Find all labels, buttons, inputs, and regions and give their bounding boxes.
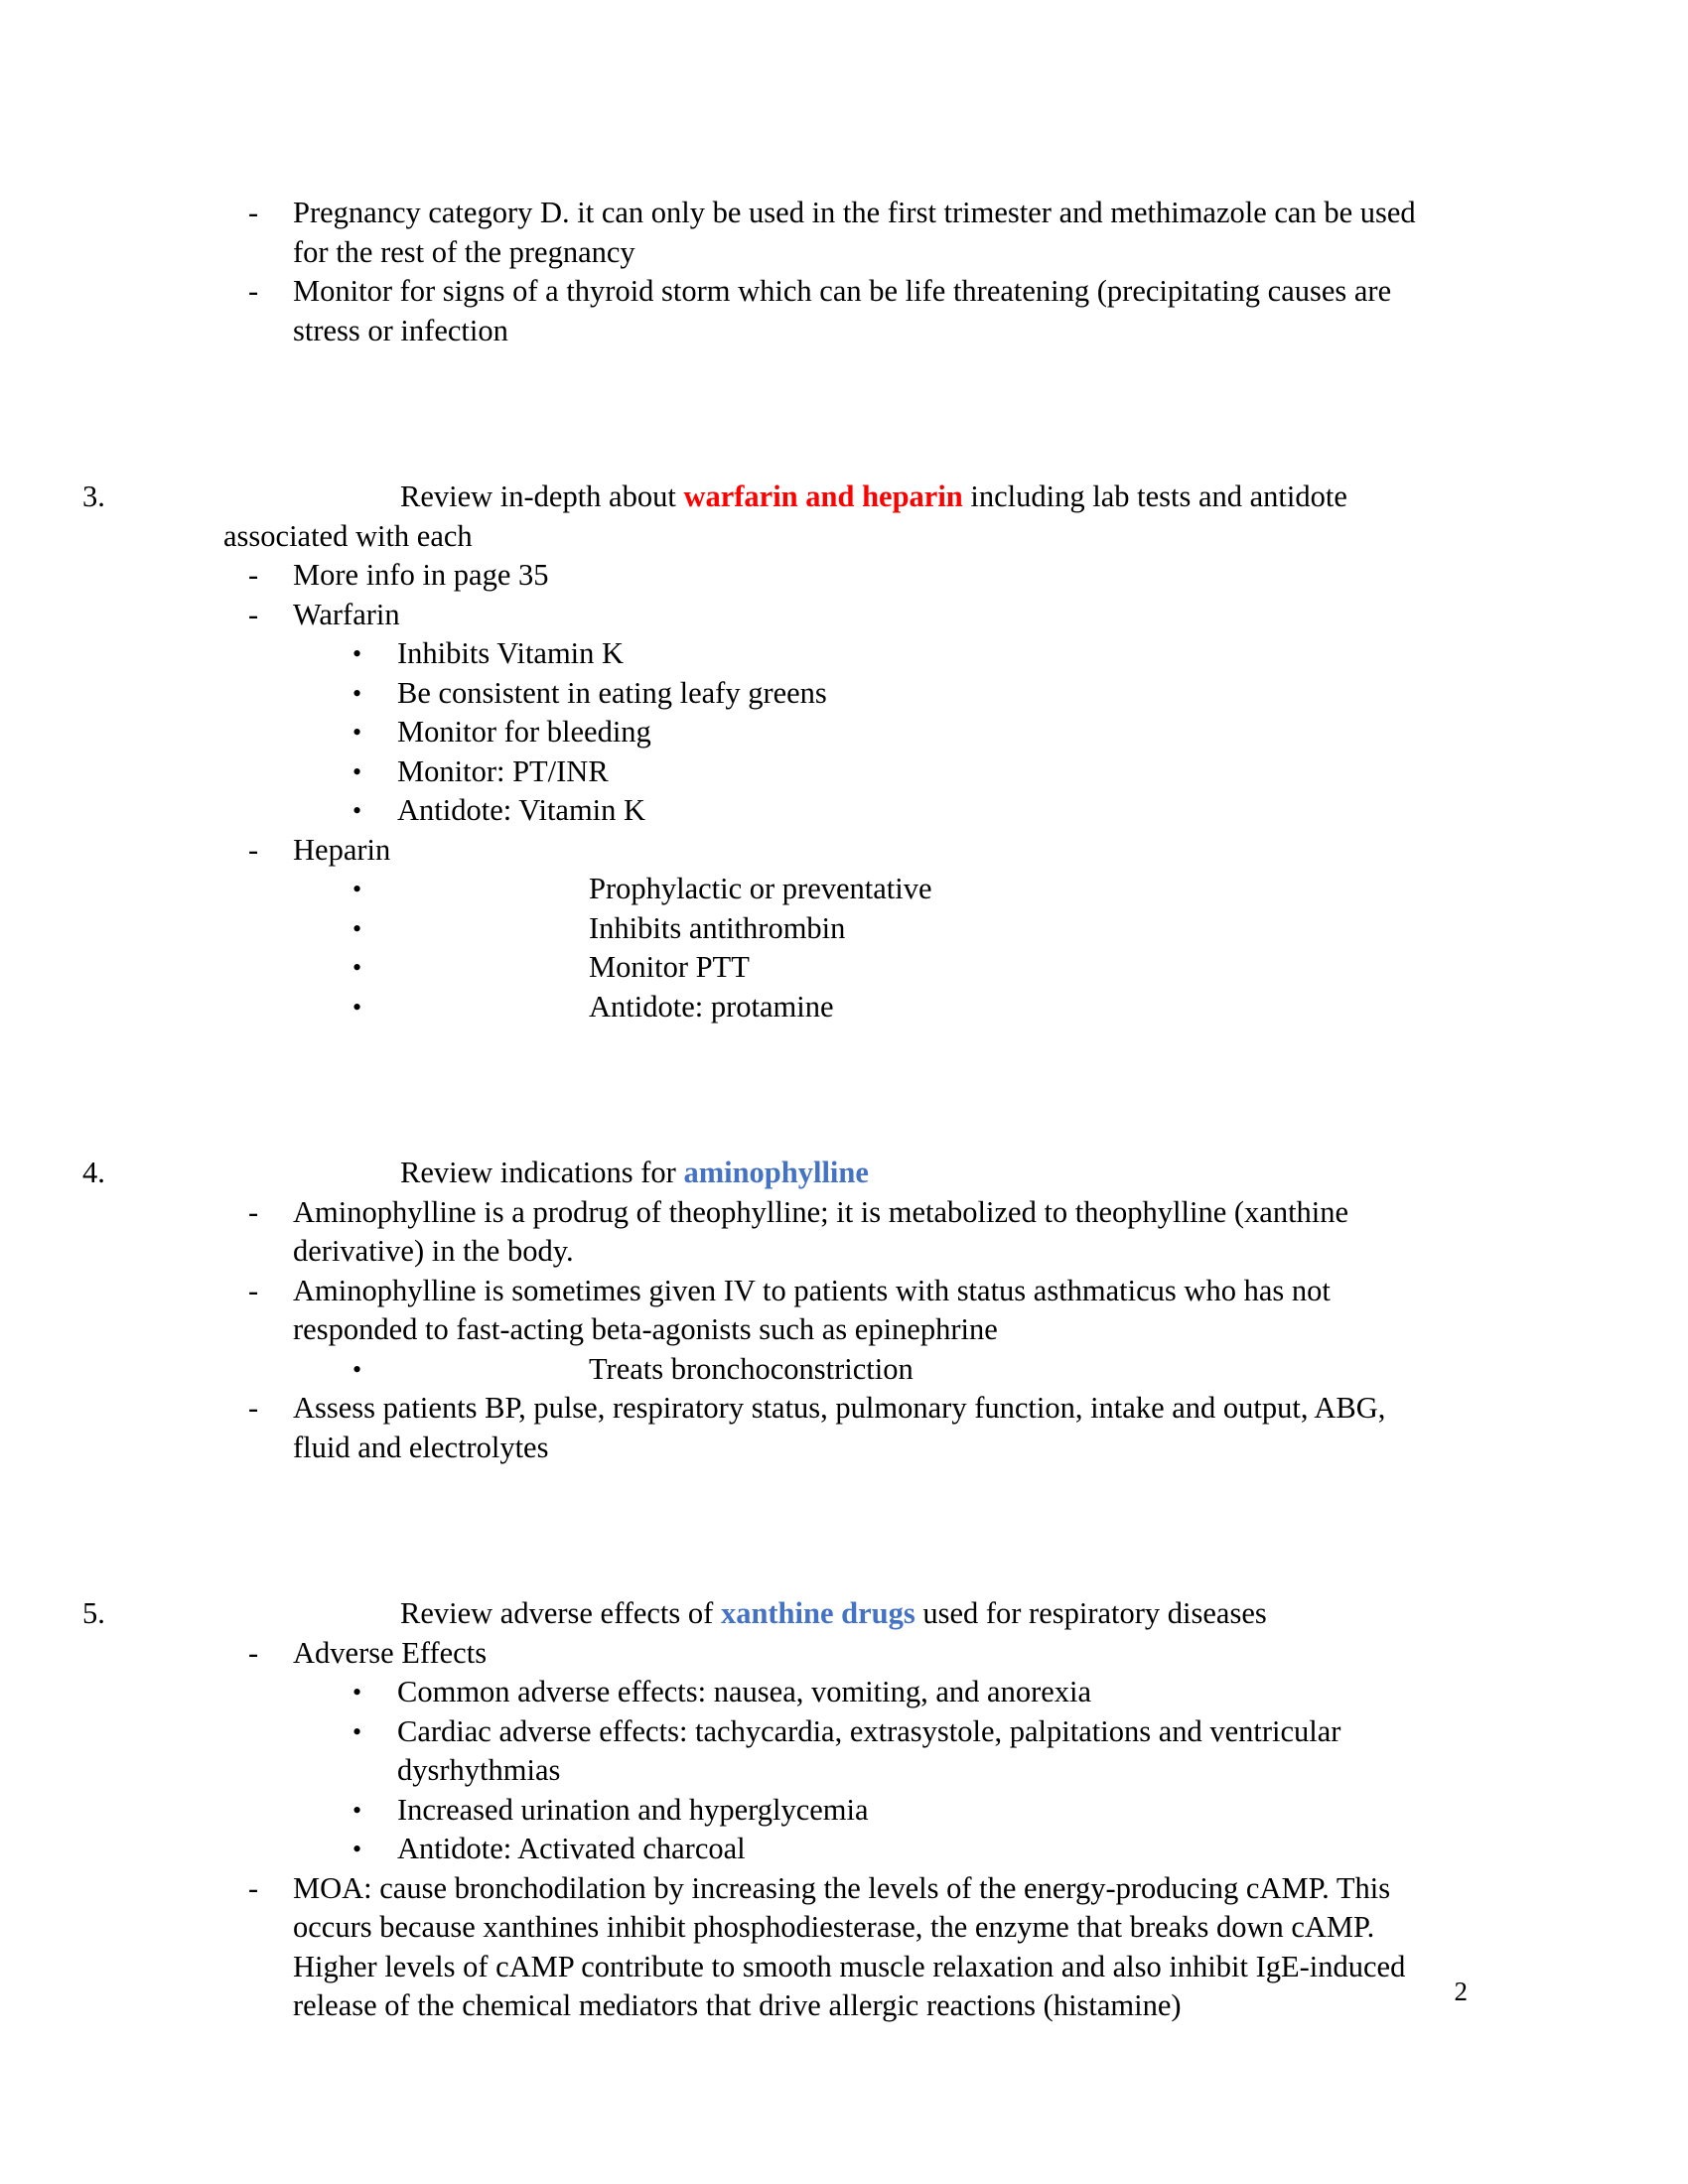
section-heading-text-before: Review indications for: [400, 1156, 684, 1189]
dash-item-text: Aminophylline is sometimes given IV to patients with status asthmaticus who has not responded to fast-acting beta-agonists such as epinephrine: [293, 1273, 1338, 1346]
section-heading-highlight: warfarin and heparin: [683, 479, 963, 513]
numbered-section-list: [0, 350, 1688, 2026]
section-heading-text-before: Review in-depth about: [400, 479, 684, 513]
bullet-list-item: [352, 674, 1435, 714]
dash-marker-icon: -: [248, 1391, 259, 1425]
section-heading-highlight: xanthine drugs: [720, 1596, 915, 1630]
bullet-marker-icon: •: [352, 796, 362, 825]
carryover-bullet: [248, 272, 1430, 350]
bullet-list-item: [352, 1673, 1435, 1712]
bullet-item-text: Monitor for bleeding: [397, 715, 651, 749]
bullet-item-text: Antidote: Vitamin K: [397, 793, 646, 827]
section-heading-5: [82, 1594, 1438, 1634]
dash-item-text: Monitor for signs of a thyroid storm which can be life threatening (precipitating causes are stress or infection: [293, 274, 1399, 347]
dash-marker-icon: -: [248, 1273, 259, 1307]
bullet-marker-icon: •: [352, 1354, 362, 1384]
dash-marker-icon: -: [248, 274, 259, 308]
section-dash-item: [248, 1869, 1430, 2026]
bullet-item-text: Antidote: protamine: [589, 989, 834, 1024]
bullet-item-text: Cardiac adverse effects: tachycardia, extrasystole, palpitations and ventricular dysrhythmias: [397, 1713, 1349, 1787]
dash-marker-icon: -: [248, 1870, 259, 1905]
bullet-list-item: [352, 988, 1435, 1027]
dash-item-text: Adverse Effects: [293, 1635, 488, 1670]
section-heading-text-after: including lab tests and antidote: [962, 479, 1347, 513]
bullet-list-item: [352, 1350, 1435, 1390]
dash-marker-icon: -: [248, 558, 259, 592]
dash-marker-icon: -: [248, 597, 259, 631]
dash-item-text: Heparin: [293, 832, 391, 867]
section-heading-continuation: associated with each: [223, 518, 473, 553]
bullet-list-item: [352, 1830, 1435, 1869]
carryover-bullet: [248, 194, 1430, 272]
dash-item-text: Pregnancy category D. it can only be used in the first trimester and methimazole can be used for the rest of the pregnancy: [293, 196, 1424, 269]
bullet-item-text: Monitor: PT/INR: [397, 753, 609, 788]
bullet-marker-icon: •: [352, 756, 362, 786]
dash-item-text: More info in page 35: [293, 558, 549, 592]
bullet-marker-icon: •: [352, 875, 362, 903]
dash-item-text: Aminophylline is a prodrug of theophylline; it is metabolized to theophylline (xanthine derivative) in the body.: [293, 1194, 1356, 1268]
bullet-item-text: Be consistent in eating leafy greens: [397, 675, 827, 710]
bullet-item-text: Common adverse effects: nausea, vomiting, and anorexia: [397, 1675, 1092, 1708]
bullet-list-item: [352, 870, 1435, 909]
bullet-list-item: [352, 634, 1435, 674]
bullet-marker-icon: •: [352, 1678, 362, 1706]
bullet-item-text: Antidote: Activated charcoal: [397, 1832, 746, 1865]
dash-marker-icon: -: [248, 832, 259, 867]
section-heading-4: [82, 1154, 1438, 1193]
bullet-list-item: [352, 791, 1435, 831]
bullet-marker-icon: •: [352, 992, 362, 1022]
bullet-marker-icon: •: [352, 913, 362, 943]
section-dash-item: [248, 831, 1430, 871]
bullet-list-item: [352, 1791, 1435, 1831]
section-number: 5.: [82, 1596, 105, 1630]
bullet-list-item: [352, 713, 1435, 752]
section-heading-text-after: used for respiratory diseases: [914, 1596, 1267, 1630]
bullet-item-text: Monitor PTT: [589, 950, 750, 984]
section-gap: [0, 1467, 1688, 1594]
section-dash-item: [248, 1634, 1430, 1674]
section-heading-3: [82, 478, 1438, 517]
bullet-item-text: Treats bronchoconstriction: [589, 1351, 914, 1386]
bullet-list-item: [352, 948, 1435, 988]
section-dash-item: [248, 1272, 1430, 1350]
section-dash-item: [248, 1389, 1430, 1467]
dash-item-text: Warfarin: [293, 597, 400, 631]
section-dash-item: [248, 1193, 1430, 1272]
bullet-item-text: Inhibits antithrombin: [589, 910, 846, 945]
bullet-item-text: Prophylactic or preventative: [589, 872, 932, 905]
bullet-marker-icon: •: [352, 639, 362, 668]
bullet-marker-icon: •: [352, 953, 362, 982]
section-number: 3.: [82, 479, 105, 513]
bullet-marker-icon: •: [352, 1835, 362, 1863]
bullet-list-item: [352, 909, 1435, 949]
section-gap: [0, 350, 1688, 478]
bullet-marker-icon: •: [352, 1716, 362, 1746]
bullet-list-item: [352, 752, 1435, 792]
section-gap: [0, 1026, 1688, 1154]
top-margin-spacer: [0, 0, 1688, 194]
bullet-item-text: Inhibits Vitamin K: [397, 636, 625, 670]
section-dash-item: [248, 556, 1430, 596]
carryover-bullet-list: [0, 194, 1688, 350]
bullet-marker-icon: •: [352, 678, 362, 708]
dash-item-text: Assess patients BP, pulse, respiratory status, pulmonary function, intake and output, ABG, fluid and electrolytes: [293, 1391, 1394, 1464]
section-heading-text-before: Review adverse effects of: [400, 1596, 721, 1630]
dash-marker-icon: -: [248, 1194, 259, 1229]
section-dash-item: [248, 596, 1430, 635]
section-number: 4.: [82, 1156, 105, 1189]
dash-marker-icon: -: [248, 1635, 259, 1670]
bullet-marker-icon: •: [352, 1795, 362, 1825]
section-heading-highlight: aminophylline: [683, 1156, 869, 1189]
bullet-marker-icon: •: [352, 718, 362, 747]
dash-marker-icon: -: [248, 196, 259, 229]
page-number: 2: [1454, 1977, 1468, 2006]
bullet-item-text: Increased urination and hyperglycemia: [397, 1792, 869, 1827]
bullet-list-item: [352, 1712, 1435, 1791]
dash-item-text: MOA: cause bronchodilation by increasing the levels of the energy-producing cAMP. This occurs because xanthines inhibit phosphodiesterase, the enzyme that breaks down cAMP. Higher levels of cAMP contribute to smooth muscle relaxation and also inhibit IgE-induced release of the chemical mediators that drive allergic reactions (histamine): [293, 1870, 1413, 2022]
